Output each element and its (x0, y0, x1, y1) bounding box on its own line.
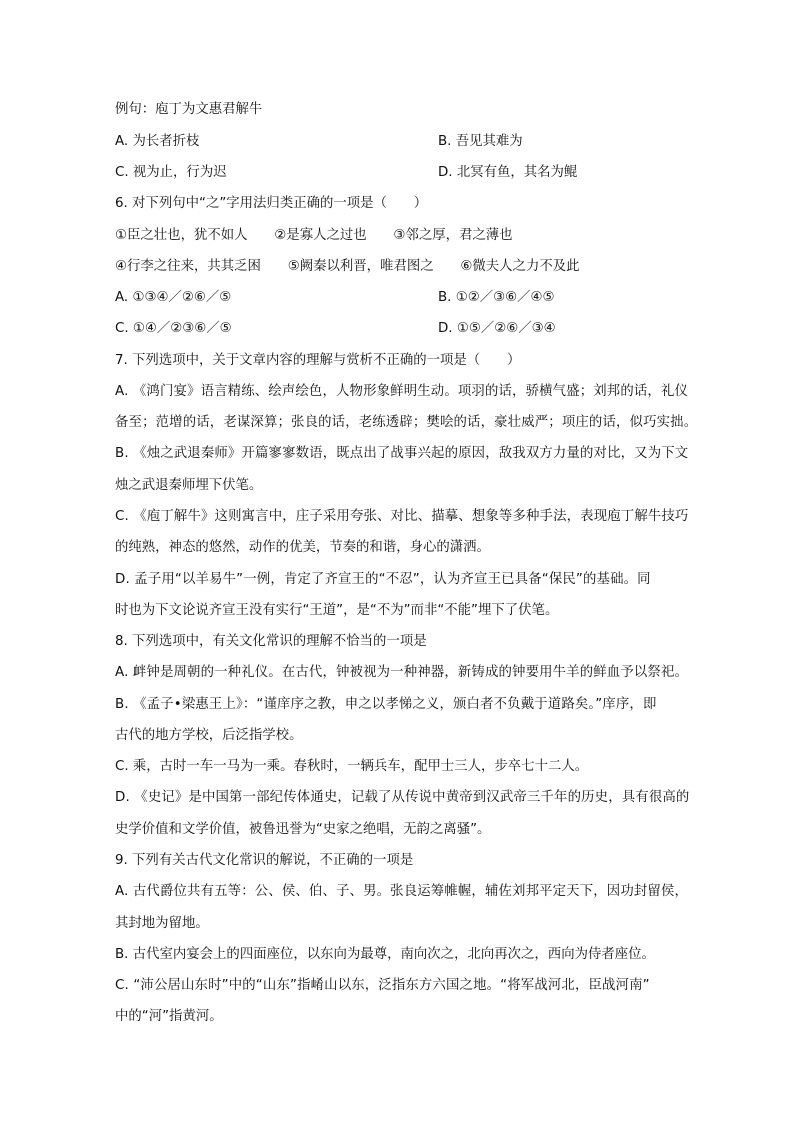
q6-items-line-1: ①臣之壮也，犹不如人 ②是寡人之过也 ③邻之厚，君之薄也 (115, 228, 513, 243)
q9-option-b-line-1: B. 古代室内宴会上的四面座位，以东向为最尊，南向次之，北向再次之，西向为侍者座位。 (115, 947, 655, 962)
example-sentence: 例句：庖丁为文惠君解牛 (115, 102, 263, 117)
q7-option-b-line-1: B. 《烛之武退秦师》开篇寥寥数语，既点出了战事兴起的原因，敌我双方力量的对比，又为下文 (115, 446, 689, 461)
q6-stem: 6. 对下列句中“之”字用法归类正确的一项是（ ） (115, 196, 428, 211)
q6-option-d: D. ①⑤／②⑥／③④ (438, 321, 556, 336)
q6-items-line-2: ④行李之往来，共其乏困 ⑤阙秦以利晋，唯君图之 ⑥微夫人之力不及此 (115, 259, 580, 274)
q7-option-c-line-2: 的纯熟，神态的悠然，动作的优美，节奏的和谐，身心的潇洒。 (115, 540, 490, 555)
q8-stem: 8. 下列选项中，有关文化常识的理解不恰当的一项是 (115, 634, 427, 649)
q9-option-c-line-1: C. “沛公居山东时”中的“山东”指崤山以东，泛指东方六国之地。“将军战河北，臣战河南” (115, 978, 650, 993)
q8-option-a-line-1: A. 衅钟是周朝的一种礼仪。在古代，钟被视为一种神器，新铸成的钟要用牛羊的鲜血予以祭祀。 (115, 665, 689, 680)
q8-option-d-line-2: 史学价值和文学价值，被鲁迅誉为“史家之绝唱，无韵之离骚”。 (115, 822, 491, 837)
q7-option-d-line-1: D. 孟子用“以羊易牛”一例，肯定了齐宣王的“不忍”，认为齐宣王已具备“保民”的基础。同 (115, 572, 651, 587)
q9-option-a-line-1: A. 古代爵位共有五等：公、侯、伯、子、男。张良运筹帷幄，辅佐刘邦平定天下，因功封留侯， (115, 884, 689, 899)
q7-option-b-line-2: 烛之武退秦师埋下伏笔。 (115, 478, 263, 493)
q7-stem: 7. 下列选项中，关于文章内容的理解与赏析不正确的一项是（ ） (115, 353, 521, 368)
q5-option-c: C. 视为止，行为迟 (115, 165, 227, 180)
q8-option-c-line-1: C. 乘，古时一车一马为一乘。春秋时，一辆兵车，配甲士三人，步卒七十二人。 (115, 759, 589, 774)
q6-option-c: C. ①④／②③⑥／⑤ (115, 321, 232, 336)
q9-option-a-line-2: 其封地为留地。 (115, 916, 209, 931)
q7-option-a-line-2: 备至；范增的话，老谋深算；张良的话，老练透辟；樊哙的话，豪壮威严；项庄的话，似巧实拙。 (115, 415, 698, 430)
q6-option-a: A. ①③④／②⑥／⑤ (115, 290, 232, 305)
q7-option-a-line-1: A. 《鸿门宴》语言精练、绘声绘色，人物形象鲜明生动。项羽的话，骄横气盛；刘邦的话，礼仪 (115, 384, 689, 399)
q9-option-c-line-2: 中的“河”指黄河。 (115, 1009, 223, 1024)
q8-option-b-line-2: 古代的地方学校，后泛指学校。 (115, 728, 303, 743)
q9-stem: 9. 下列有关古代文化常识的解说，不正确的一项是 (115, 853, 414, 868)
q5-option-b: B. 吾见其难为 (438, 134, 523, 149)
q5-option-a: A. 为长者折枝 (115, 134, 200, 149)
q8-option-b-line-1: B. 《孟子•梁惠王上》：“谨庠序之教，申之以孝悌之义，颁白者不负戴于道路矣。”庠序，即 (115, 697, 657, 712)
q6-option-b: B. ①②／③⑥／④⑤ (438, 290, 555, 305)
q7-option-d-line-2: 时也为下文论说齐宣王没有实行“王道”，是“不为”而非“不能”埋下了伏笔。 (115, 603, 559, 618)
q7-option-c-line-1: C. 《庖丁解牛》这则寓言中，庄子采用夸张、对比、描摹、想象等多种手法，表现庖丁解牛技巧 (115, 509, 689, 524)
q5-option-d: D. 北冥有鱼，其名为鲲 (438, 165, 578, 180)
q8-option-d-line-1: D. 《史记》是中国第一部纪传体通史，记载了从传说中黄帝到汉武帝三千年的历史，具有很高的 (115, 790, 690, 805)
